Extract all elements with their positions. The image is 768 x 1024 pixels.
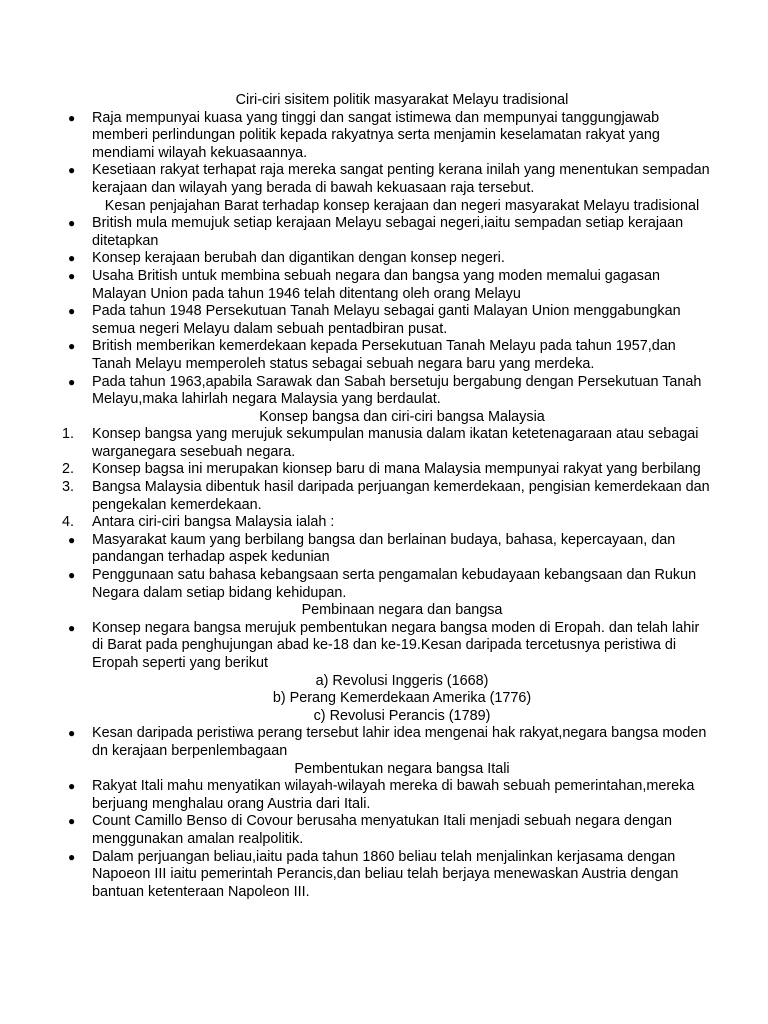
section-heading: Pembinaan negara dan bangsa <box>301 602 503 619</box>
bullet-item <box>62 813 712 848</box>
bullet-item <box>62 162 712 197</box>
bullet-item <box>62 532 712 567</box>
bullet-text: Raja mempunyai kuasa yang tinggi dan sangat istimewa dan mempunyai tanggungjawab memberi perlindungan politik kepada rakyatnya serta menjamin keselamatan rakyat yang mendiami wilayah kekuasaannya. <box>92 109 660 161</box>
bullet-icon: ● <box>68 110 76 125</box>
numbered-text: Bangsa Malaysia dibentuk hasil daripada perjuangan kemerdekaan, pengisian kemerdekaan dan pengekalan kemerdekaan. <box>92 479 710 513</box>
bullet-text: Dalam perjuangan beliau,iaitu pada tahun 1860 beliau telah menjalinkan kerjasama dengan Napoeon III iaitu pemerintah Perancis,dan beliau telah berjaya menewaskan Austria dengan bantuan ketenteraan Napoleon III. <box>92 848 679 900</box>
bullet-text: Konsep kerajaan berubah dan digantikan dengan konsep negeri. <box>92 250 505 267</box>
bullet-text: Rakyat Itali mahu menyatikan wilayah-wilayah mereka di bawah sebuah pemerintahan,mereka berjuang menghalau orang Austria dari Itali. <box>92 778 695 812</box>
bullet-text: Penggunaan satu bahasa kebangsaan serta pengamalan kebudayaan kebangsaan dan Rukun Negara dalam setiap bidang kehidupan. <box>92 567 697 601</box>
bullet-icon: ● <box>68 568 76 583</box>
section-heading: Pembentukan negara bangsa Itali <box>294 760 510 777</box>
numbered-item <box>62 479 712 514</box>
section-heading: Konsep bangsa dan ciri-ciri bangsa Malaysia <box>259 408 545 425</box>
item-number: 1. <box>62 426 75 443</box>
bullet-icon: ● <box>68 374 76 389</box>
section-heading: Ciri-ciri sisitem politik masyarakat Melayu tradisional <box>235 92 569 108</box>
bullet-icon: ● <box>68 216 76 231</box>
bullet-icon: ● <box>68 779 76 794</box>
numbered-text: Konsep bagsa ini merupakan kionsep baru di mana Malaysia mempunyai rakyat yang berbilang <box>92 461 701 478</box>
bullet-text: Kesan daripada peristiwa perang tersebut lahir idea mengenai hak rakyat,negara bangsa moden dn kerajaan berpenlembagaan <box>92 725 707 759</box>
bullet-icon: ● <box>68 251 76 266</box>
bullet-item <box>62 849 712 902</box>
bullet-text: Count Camillo Benso di Covour berusaha menyatukan Itali menjadi sebuah negara dengan menggunakan amalan realpolitik. <box>92 813 672 847</box>
bullet-item <box>62 110 712 163</box>
bullet-icon: ● <box>68 268 76 283</box>
bullet-item <box>62 725 712 760</box>
numbered-text: Konsep bangsa yang merujuk sekumpulan manusia dalam ikatan ketetenagaraan atau sebagai warganegara sesebuah negara. <box>92 426 699 460</box>
bullet-text: Pada tahun 1963,apabila Sarawak dan Sabah bersetuju bergabung dengan Persekutuan Tanah Melayu,maka lahirlah negara Malaysia yang berdaulat. <box>92 373 702 408</box>
bullet-icon: ● <box>68 814 76 829</box>
bullet-item <box>62 250 712 268</box>
bullet-item <box>62 620 712 673</box>
bullet-text: British mula memujuk setiap kerajaan Melayu sebagai negeri,iaitu sempadan setiap kerajaan ditetapkan <box>92 215 684 249</box>
document-body <box>62 92 712 901</box>
bullet-icon: ● <box>68 339 76 354</box>
numbered-item <box>62 426 712 461</box>
bullet-icon: ● <box>68 726 76 741</box>
bullet-icon: ● <box>68 304 76 319</box>
bullet-item <box>62 778 712 813</box>
numbered-item <box>62 461 712 479</box>
sub-list-item: c) Revolusi Perancis (1789) <box>313 707 491 724</box>
bullet-text: Masyarakat kaum yang berbilang bangsa dan berlainan budaya, bahasa, kepercayaan, dan pandangan terhadap aspek kedunian <box>92 531 676 566</box>
bullet-text: Konsep negara bangsa merujuk pembentukan negara bangsa moden di Eropah. dan telah lahir di Barat pada penghujungan abad ke-18 dan ke-19.Kesan daripada tercetusnya peristiwa di Eropah seperti yang berikut <box>92 619 700 671</box>
bullet-text: British memberikan kemerdekaan kepada Persekutuan Tanah Melayu pada tahun 1957,dan Tanah Melayu memperoleh status sebagai sebuah negara baru yang merdeka. <box>92 338 676 372</box>
bullet-text: Kesetiaan rakyat terhapat raja mereka sangat penting kerana inilah yang menentukan sempadan kerajaan dan wilayah yang berada di bawah kekuasaan raja tersebut. <box>92 162 710 196</box>
sub-list-item: b) Perang Kemerdekaan Amerika (1776) <box>272 690 532 707</box>
bullet-item <box>62 215 712 250</box>
bullet-icon: ● <box>68 532 76 547</box>
section-heading: Kesan penjajahan Barat terhadap konsep kerajaan dan negeri masyarakat Melayu tradisional <box>104 197 700 214</box>
bullet-text: Usaha British untuk membina sebuah negara dan bangsa yang moden memalui gagasan Malayan Union pada tahun 1946 telah ditentang oleh orang Melayu <box>92 267 660 302</box>
numbered-item <box>62 514 712 532</box>
numbered-text: Antara ciri-ciri bangsa Malaysia ialah : <box>92 514 335 531</box>
bullet-item <box>62 268 712 303</box>
item-number: 2. <box>62 461 75 478</box>
bullet-item <box>62 338 712 373</box>
bullet-icon: ● <box>68 620 76 635</box>
bullet-icon: ● <box>68 163 76 178</box>
bullet-item <box>62 374 712 409</box>
bullet-item <box>62 567 712 602</box>
bullet-text: Pada tahun 1948 Persekutuan Tanah Melayu sebagai ganti Malayan Union menggabungkan semua negeri Melayu dalam sebuah pentadbiran pusat. <box>92 303 681 337</box>
bullet-icon: ● <box>68 849 76 864</box>
bullet-item <box>62 303 712 338</box>
item-number: 4. <box>62 514 75 531</box>
sub-list-item: a) Revolusi Inggeris (1668) <box>315 672 489 689</box>
item-number: 3. <box>62 479 75 496</box>
